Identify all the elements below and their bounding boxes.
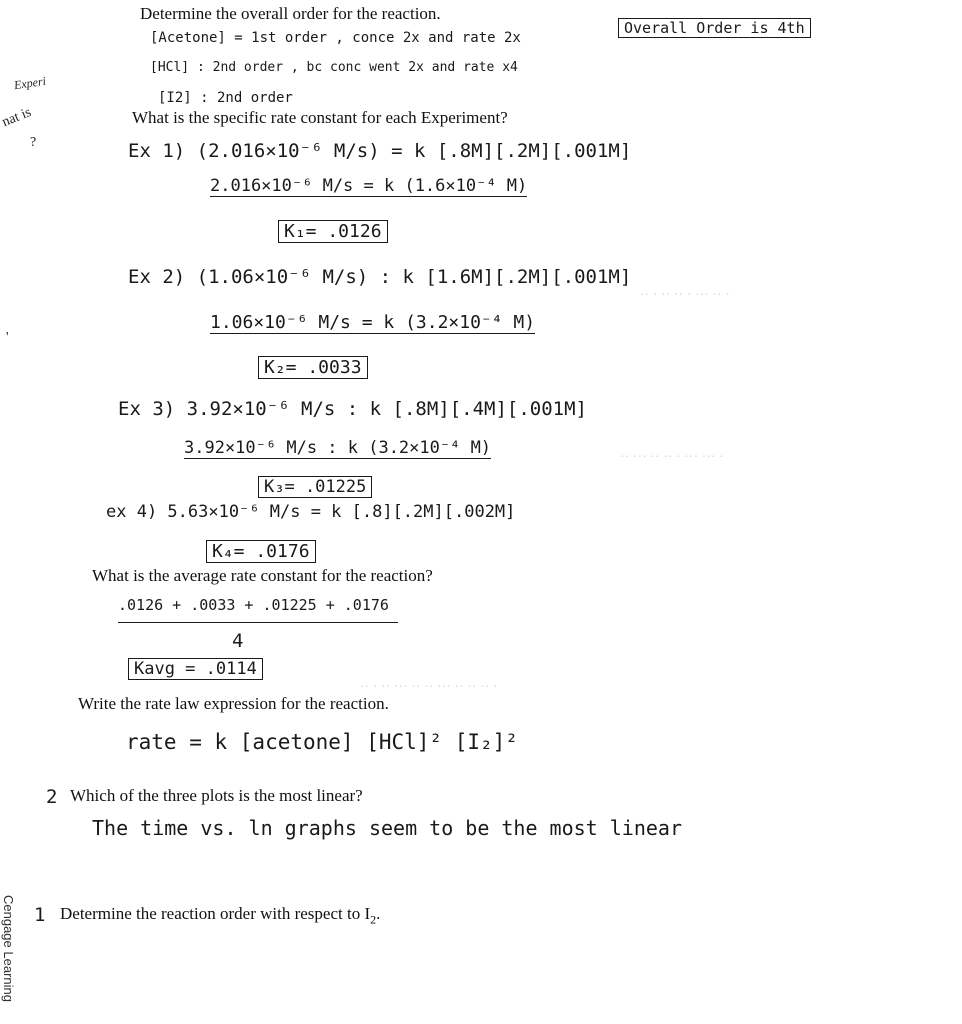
ex3-simplified: 3.92×10⁻⁶ M/s : k (3.2×10⁻⁴ M) xyxy=(184,438,492,458)
question-number-linear: 2 xyxy=(46,786,58,808)
question-most-linear: Which of the three plots is the most linear? xyxy=(70,786,363,805)
question-overall-order: Determine the overall order for the reaction. xyxy=(140,4,441,23)
answer-rate-law: rate = k [acetone] [HCl]² [I₂]² xyxy=(126,730,518,754)
question-rate-law: Write the rate law expression for the reaction. xyxy=(78,694,389,713)
average-k-box: Kavg = .0114 xyxy=(128,658,263,680)
question-number-order: 1 xyxy=(34,904,46,926)
bleed-through-text: ·· ··· ·· ·· · ··· ··· · xyxy=(620,450,724,465)
answer-i2-order: [I2] : 2nd order xyxy=(158,90,293,106)
margin-text: Experi xyxy=(13,73,47,93)
answer-hcl-order: [HCl] : 2nd order , bc conc went 2x and rate x4 xyxy=(150,60,518,75)
answer-acetone-order: [Acetone] = 1st order , conce 2x and rate 2x xyxy=(150,30,521,46)
ex2-k-box: K₂= .0033 xyxy=(258,356,368,379)
ex3-k-box: K₃= .01225 xyxy=(258,476,372,498)
ex3-equation: Ex 3) 3.92×10⁻⁶ M/s : k [.8M][.4M][.001M] xyxy=(118,398,587,420)
margin-text: nat is xyxy=(0,104,34,131)
average-denominator: 4 xyxy=(232,630,244,652)
answer-overall-order-box: Overall Order is 4th xyxy=(618,18,811,38)
average-numerator: .0126 + .0033 + .01225 + .0176 xyxy=(118,596,398,623)
question-order-i2-text: Determine the reaction order with respect to I xyxy=(60,904,371,923)
margin-text: ' xyxy=(6,330,9,345)
question-average-rate-constant: What is the average rate constant for the reaction? xyxy=(92,566,433,585)
margin-text: ? xyxy=(30,135,37,150)
ex4-equation: ex 4) 5.63×10⁻⁶ M/s = k [.8][.2M][.002M] xyxy=(106,502,516,522)
ex1-k-box: K₁= .0126 xyxy=(278,220,388,243)
ex2-equation: Ex 2) (1.06×10⁻⁶ M/s) : k [1.6M][.2M][.001M] xyxy=(128,266,632,288)
question-rate-constant-each: What is the specific rate constant for each Experiment? xyxy=(132,108,508,127)
ex2-simplified: 1.06×10⁻⁶ M/s = k (3.2×10⁻⁴ M) xyxy=(210,312,536,333)
bleed-through-text: ·· · ·· ··· ·· ·· ··· ·· ·· ·· · xyxy=(360,680,498,695)
ex1-simplified: 2.016×10⁻⁶ M/s = k (1.6×10⁻⁴ M) xyxy=(210,176,528,196)
question-order-i2-subscript: 2 xyxy=(370,912,377,927)
ex4-k-box: K₄= .0176 xyxy=(206,540,316,563)
question-order-i2 xyxy=(60,904,380,927)
answer-most-linear: The time vs. ln graphs seem to be the most linear xyxy=(92,816,683,840)
ex1-equation: Ex 1) (2.016×10⁻⁶ M/s) = k [.8M][.2M][.001M] xyxy=(128,140,632,162)
publisher-vertical-text: Cengage Learning xyxy=(1,895,16,1002)
bleed-through-text: ·· · ·· ·· · ··· ·· · xyxy=(640,288,730,303)
question-order-i2-period: . xyxy=(376,904,381,923)
